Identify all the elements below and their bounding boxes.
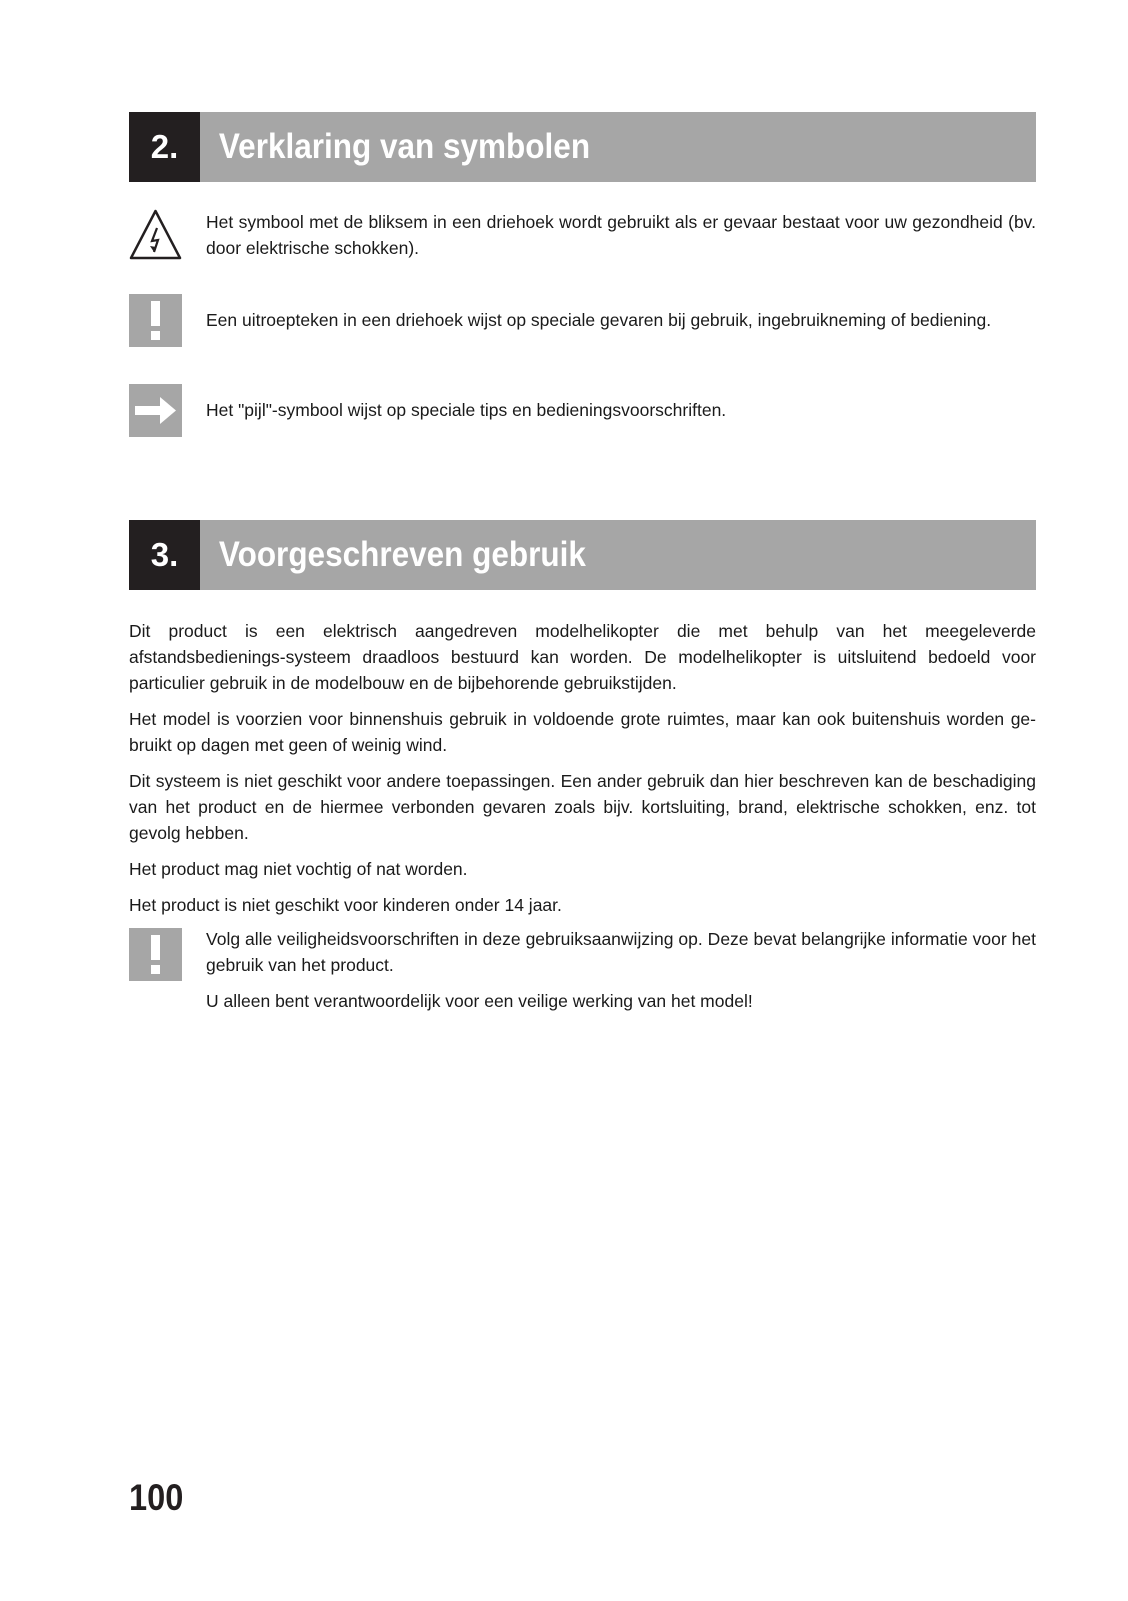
note-paragraph: U alleen bent verantwoordelijk voor een veilige werking van het model! bbox=[206, 991, 753, 1011]
note-paragraph: Volg alle veiligheidsvoorschriften in deze gebruiksaanwijzing op. Deze bevat belangrijke informatie voor het gebruik van het product. bbox=[206, 929, 1036, 975]
exclamation-icon bbox=[129, 928, 182, 981]
section-3-header bbox=[129, 520, 1036, 590]
paragraph: Het model is voorzien voor binnenshuis gebruik in voldoende grote ruimtes, maar kan ook buitenshuis worden ge-bruikt op dagen met geen of weinig wind. bbox=[129, 709, 1036, 755]
section-2-header bbox=[129, 112, 1036, 182]
symbol-exclamation-text: Een uitroepteken in een driehoek wijst op speciale gevaren bij gebruik, ingebruikneming of bediening. bbox=[206, 310, 992, 330]
symbol-lightning-text: Het symbool met de bliksem in een driehoek wordt gebruikt als er gevaar bestaat voor uw gezondheid (bv. door elektrische schokken). bbox=[206, 212, 1036, 258]
exclamation-icon bbox=[129, 294, 182, 347]
paragraph: Het product mag niet vochtig of nat worden. bbox=[129, 859, 468, 879]
section-3-title: Voorgeschreven gebruik bbox=[218, 535, 586, 574]
paragraph: Het product is niet geschikt voor kinderen onder 14 jaar. bbox=[129, 895, 562, 915]
paragraph: Dit product is een elektrisch aangedreven modelhelikopter die met behulp van het meegeleverde afstandsbedienings-systeem draadloos bestuurd kan worden. De modelhelikopter is uitsluitend bedoeld voor particulier gebruik in de modelbouw en de bijbehorende gebruikstijden. bbox=[129, 621, 1036, 693]
page-number: 100 bbox=[129, 1477, 184, 1518]
section-3-number: 3. bbox=[129, 520, 200, 590]
arrow-right-icon bbox=[129, 384, 182, 437]
safety-note bbox=[206, 926, 1036, 1024]
lightning-triangle-icon bbox=[129, 208, 182, 261]
section-2-title: Verklaring van symbolen bbox=[218, 127, 591, 166]
symbol-arrow-text: Het "pijl"-symbool wijst op speciale tips en bedieningsvoorschriften. bbox=[206, 400, 727, 420]
section-3-body bbox=[129, 618, 1036, 928]
paragraph: Dit systeem is niet geschikt voor andere toepassingen. Een ander gebruik dan hier beschreven kan de beschadiging van het product en de hiermee verbonden gevaren zoals bijv. kortsluiting, brand, elektrische schokken, enz. tot gevolg hebben. bbox=[129, 771, 1036, 843]
section-2-number: 2. bbox=[129, 112, 200, 182]
